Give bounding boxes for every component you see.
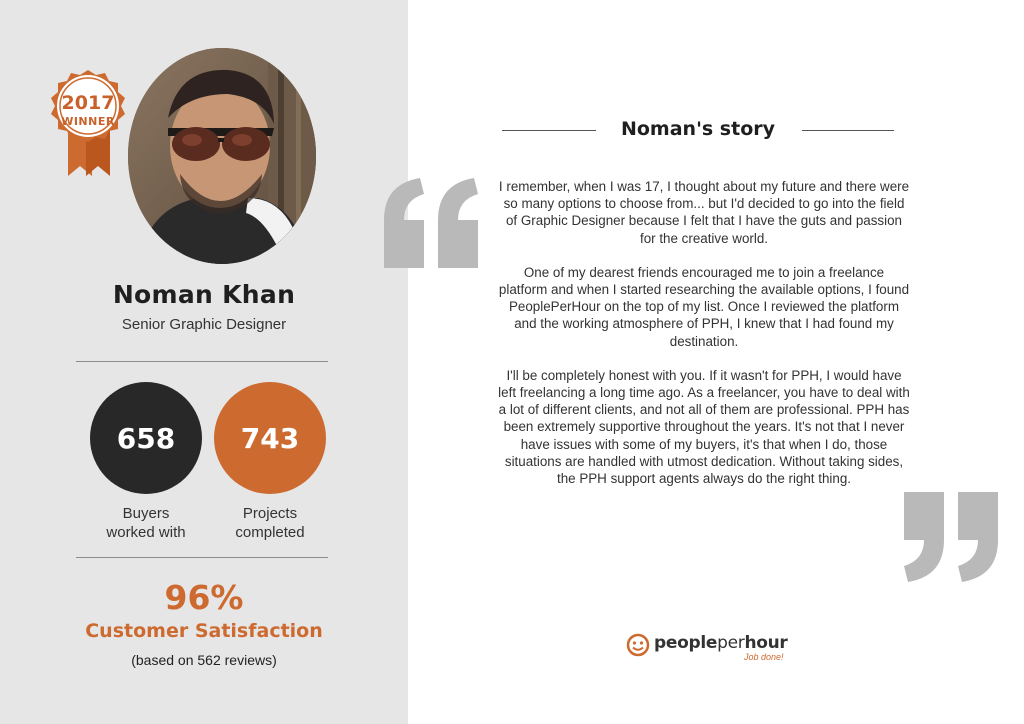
logo-tagline: Job done!: [744, 652, 784, 662]
story-title-rule-left: [502, 130, 596, 131]
satisfaction-label: Customer Satisfaction: [85, 620, 323, 642]
stat-buyers-value: 658: [90, 382, 202, 494]
peopleperhour-logo: [626, 630, 786, 666]
divider-bottom: [76, 557, 328, 558]
badge-year: 2017: [61, 92, 115, 114]
story-paragraph: I remember, when I was 17, I thought about my future and there were so many options to choose from... but I'd decided to go into the field of Graphic Designer because I felt that I have the guts and passion for the creative world.: [498, 179, 910, 246]
close-quote-icon: [900, 488, 1004, 589]
story-paragraph: One of my dearest friends encouraged me to join a freelance platform and when I started researching the available options, I found PeoplePerHour on the top of my list. Once I reviewed the platform and the working atmosphere of PPH, I knew that I had found my destination.: [498, 264, 910, 349]
story-title: Noman's story: [620, 118, 776, 140]
stat-projects-value: 743: [214, 382, 326, 494]
profile-role: Senior Graphic Designer: [121, 316, 287, 333]
stat-buyers-label-line1: Buyers: [122, 505, 170, 522]
story-body: [498, 178, 910, 504]
smiley-face-icon: [626, 633, 650, 657]
stat-projects-label-line2: completed: [235, 524, 305, 541]
story-title-rule-right: [802, 130, 894, 131]
logo-word-people: people: [654, 633, 718, 653]
satisfaction-reviews: (based on 562 reviews): [131, 652, 277, 668]
logo-word-per: per: [717, 633, 745, 653]
open-quote-icon: [380, 176, 484, 277]
logo-word-hour: hour: [744, 633, 788, 653]
badge-label: WINNER: [61, 115, 115, 128]
divider-top: [76, 361, 328, 362]
story-paragraph: I'll be completely honest with you. If it wasn't for PPH, I would have left freelancing a long time ago. As a freelancer, you have to deal with a lot of different clients, and not all of them are professional. PPH has been extremely supportive throughout the years. It's not that I never have issues with some of my buyers, it's that when I do, those situations are handled with utmost dedication. Without taking sides, the PPH support agents always do the right thing.: [498, 367, 910, 487]
stat-projects-label-line1: Projects: [242, 505, 298, 522]
satisfaction-percent: 96%: [164, 578, 244, 617]
award-rosette-icon: [46, 68, 130, 180]
profile-name: Noman Khan: [112, 280, 296, 309]
profile-sidebar: [0, 0, 408, 724]
stat-projects-label: [195, 504, 345, 542]
stat-buyers-label-line2: worked with: [106, 524, 186, 541]
logo-wordmark: [654, 633, 788, 653]
profile-photo: [128, 48, 316, 264]
